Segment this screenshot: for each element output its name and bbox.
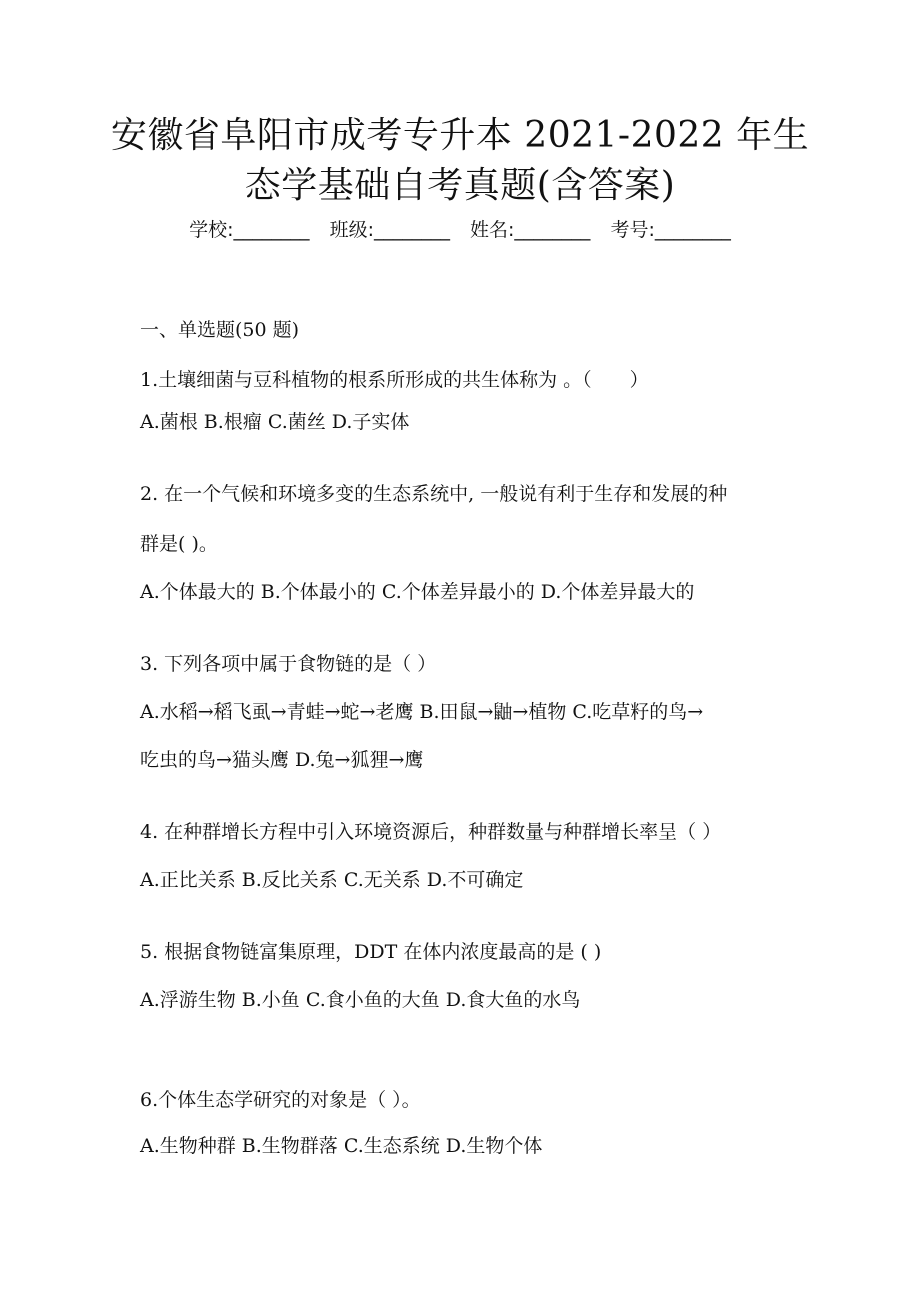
student-info-row (60, 216, 860, 244)
question-3-options-line-2: 吃虫的鸟→猫头鹰 D.兔→狐狸→鹰 (140, 749, 424, 771)
question-5-text: 5. 根据食物链富集原理，DDT 在体内浓度最高的是 ( ) (140, 941, 602, 963)
exam-number-field: 考号:________ (610, 219, 731, 241)
question-6-options: A.生物种群 B.生物群落 C.生态系统 D.生物个体 (140, 1135, 543, 1157)
document-title-line-1: 安徽省阜阳市成考专升本 2021-2022 年生 (110, 115, 810, 156)
document-title-line-2: 态学基础自考真题(含答案) (244, 165, 676, 206)
question-3-options-line-1: A.水稻→稻飞虱→青蛙→蛇→老鹰 B.田鼠→鼬→植物 C.吃草籽的鸟→ (140, 701, 704, 723)
question-2-options: A.个体最大的 B.个体最小的 C.个体差异最小的 D.个体差异最大的 (140, 581, 695, 603)
name-field: 姓名:________ (470, 219, 591, 241)
question-4-text: 4. 在种群增长方程中引入环境资源后，种群数量与种群增长率呈（ ） (140, 821, 722, 843)
question-1-options: A.菌根 B.根瘤 C.菌丝 D.子实体 (140, 411, 410, 433)
question-2-text-line-1: 2. 在一个气候和环境多变的生态系统中, 一般说有利于生存和发展的种 (140, 483, 728, 505)
school-field: 学校:________ (189, 219, 310, 241)
question-3-text: 3. 下列各项中属于食物链的是（ ） (140, 653, 437, 675)
question-6-text: 6.个体生态学研究的对象是（ ）。 (140, 1089, 421, 1111)
class-field: 班级:________ (329, 219, 450, 241)
question-4-options: A.正比关系 B.反比关系 C.无关系 D.不可确定 (140, 869, 524, 891)
question-2-text-line-2: 群是( )。 (140, 533, 218, 555)
question-1-text: 1.土壤细菌与豆科植物的根系所形成的共生体称为 。（ ） (140, 369, 649, 391)
question-5-options: A.浮游生物 B.小鱼 C.食小鱼的大鱼 D.食大鱼的水鸟 (140, 989, 581, 1011)
section-heading: 一、单选题(50 题) (140, 319, 300, 341)
